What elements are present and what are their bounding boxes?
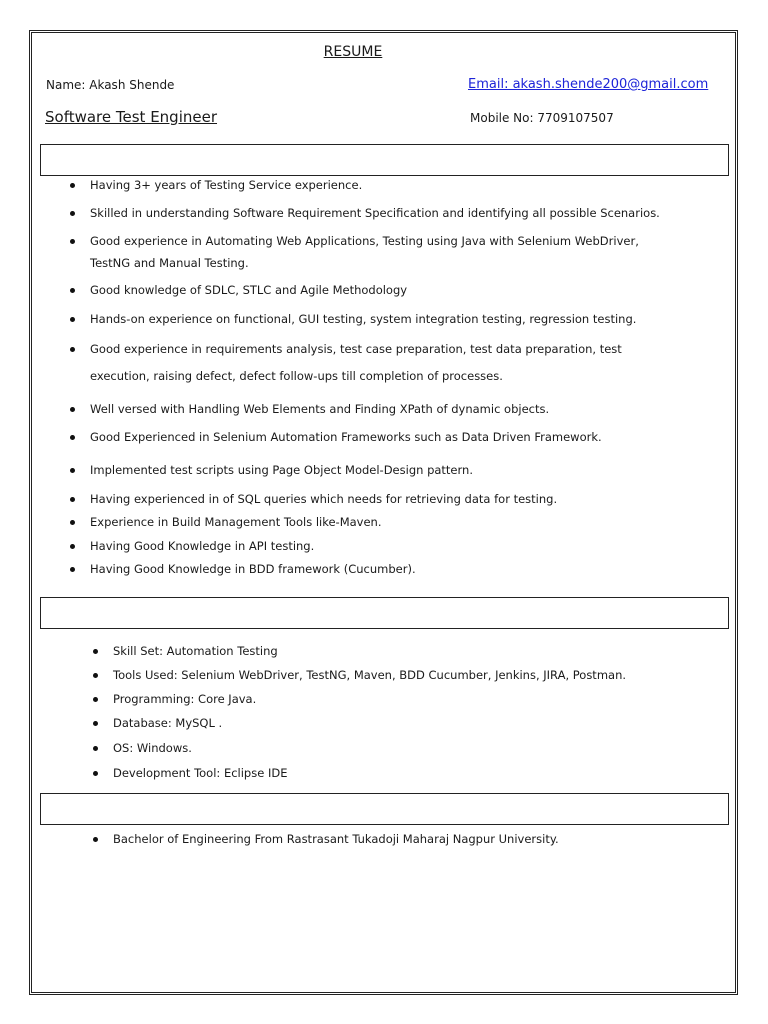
job-role: Software Test Engineer [45,108,218,126]
list-item: Good experience in requirements analysis, test case preparation, test data preparation, test [90,342,622,356]
mobile-number: Mobile No: 7709107507 [470,111,614,125]
list-item: Having Good Knowledge in BDD framework (Cucumber). [90,562,416,576]
page-border [31,32,736,993]
list-item: Development Tool: Eclipse IDE [113,766,288,780]
list-item: OS: Windows. [113,741,192,755]
list-item: Having experienced in of SQL queries which needs for retrieving data for testing. [90,492,558,506]
list-item: Skill Set: Automation Testing [113,644,278,658]
list-item-continuation: execution, raising defect, defect follow-ups till completion of processes. [90,369,503,383]
list-item: Programming: Core Java. [113,692,257,706]
list-item-continuation: TestNG and Manual Testing. [90,256,249,270]
list-item: Well versed with Handling Web Elements and Finding XPath of dynamic objects. [90,402,550,416]
list-item: Skilled in understanding Software Requirement Specification and identifying all possible Scenarios. [90,206,660,220]
skills-section-header [40,597,729,629]
list-item: Good knowledge of SDLC, STLC and Agile Methodology [90,283,408,297]
education-section-header [40,793,729,825]
list-item: Implemented test scripts using Page Object Model-Design pattern. [90,463,473,477]
list-item: Tools Used: Selenium WebDriver, TestNG, Maven, BDD Cucumber, Jenkins, JIRA, Postman. [113,668,627,682]
list-item: Database: MySQL . [113,716,223,730]
list-item: Hands-on experience on functional, GUI testing, system integration testing, regression testing. [90,312,637,326]
list-item: Good experience in Automating Web Applications, Testing using Java with Selenium WebDriver, [90,234,639,248]
list-item: Having Good Knowledge in API testing. [90,539,315,553]
list-item: Experience in Build Management Tools like-Maven. [90,515,382,529]
candidate-name: Name: Akash Shende [46,78,175,92]
list-item: Bachelor of Engineering From Rastrasant Tukadoji Maharaj Nagpur University. [113,832,559,846]
email-link[interactable]: Email: akash.shende200@gmail.com [468,77,709,92]
list-item: Good Experienced in Selenium Automation Frameworks such as Data Driven Framework. [90,430,602,444]
summary-section-header [40,144,729,176]
list-item: Having 3+ years of Testing Service experience. [90,178,363,192]
resume-title: RESUME [323,44,383,60]
